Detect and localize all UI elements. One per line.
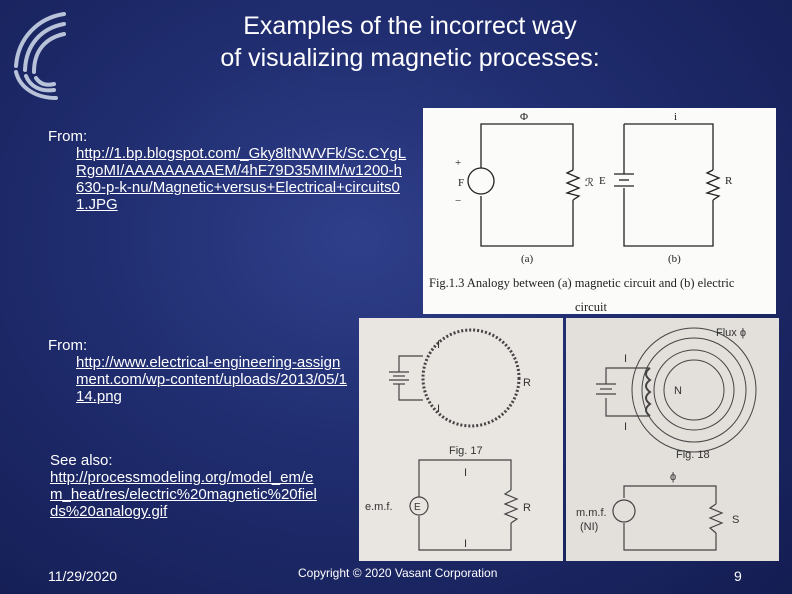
reluctance-S-label: S <box>732 514 740 526</box>
reference-label: See also: <box>50 452 113 469</box>
loop-resistance-label: R <box>523 502 531 514</box>
turns-label: N <box>674 385 682 397</box>
company-logo <box>8 8 70 104</box>
reference-block-2 <box>48 337 348 405</box>
phi-label: Φ <box>520 111 529 123</box>
subfig-a-label: (a) <box>521 253 534 265</box>
slide-title-line1: Examples of the incorrect way <box>243 12 577 40</box>
mmf-label: m.m.f. <box>576 507 607 519</box>
source-E-label: E <box>414 502 421 513</box>
reference-link[interactable]: http://www.electrical-engineering-assignment.com/wp-content/uploads/2013/05/114.png <box>76 354 348 405</box>
caption-line1: Fig.1.3 Analogy between (a) magnetic circuit and (b) electric <box>429 276 735 290</box>
current-top-label: I <box>437 339 441 351</box>
current-bottom-label: I <box>624 421 628 433</box>
resistance-label: R <box>725 175 733 187</box>
current-top-label: I <box>624 353 628 365</box>
reference-link[interactable]: http://processmodeling.org/model_em/em_heat/res/electric%20magnetic%20fields%20analogy.gif <box>50 469 317 520</box>
coil-resistance-label: R <box>523 377 531 389</box>
caption-line2: circuit <box>575 300 607 314</box>
emf-label: e.m.f. <box>365 501 393 513</box>
footer-copyright: Copyright © 2020 Vasant Corporation <box>298 566 498 580</box>
figure-magnetic-electric-analogy <box>423 108 776 314</box>
phi-label: ϕ <box>670 471 677 483</box>
figure-toroid-flux <box>566 318 779 561</box>
current-bottom-label: I <box>437 403 441 415</box>
fig18-caption: Fig. 18 <box>676 449 710 461</box>
loop-current-top-label: I <box>464 467 468 479</box>
reference-label: From: <box>48 128 88 145</box>
figure-coil-circuit <box>359 318 563 561</box>
mmf-ni-label: (NI) <box>580 521 599 533</box>
slide-title-line2: of visualizing magnetic processes: <box>220 44 600 72</box>
reference-block-3 <box>50 452 325 520</box>
slide-title <box>170 10 650 74</box>
reference-label: From: <box>48 337 88 354</box>
fig17-caption: Fig. 17 <box>449 445 483 457</box>
footer-date: 11/29/2020 <box>48 568 118 584</box>
reference-block-1 <box>48 128 408 213</box>
subfig-b-label: (b) <box>668 253 681 265</box>
page-number: 9 <box>734 568 742 584</box>
plus-sign: + <box>455 157 462 169</box>
reluctance-label: ℛ <box>585 177 594 189</box>
emf-label: E <box>599 175 606 187</box>
mmf-label: F <box>458 177 465 189</box>
minus-sign: − <box>455 195 462 207</box>
current-label: i <box>674 111 678 123</box>
reference-link[interactable]: http://1.bp.blogspot.com/_Gky8ltNWVFk/Sc.CYgLRgoMI/AAAAAAAAAEM/4hF79D35MIM/w1200-h630-p-k-nu/Magnetic+versus+Electrical+circuits01.JPG <box>76 145 407 213</box>
loop-current-bottom-label: I <box>464 538 468 550</box>
flux-label: Flux ϕ <box>716 327 746 339</box>
